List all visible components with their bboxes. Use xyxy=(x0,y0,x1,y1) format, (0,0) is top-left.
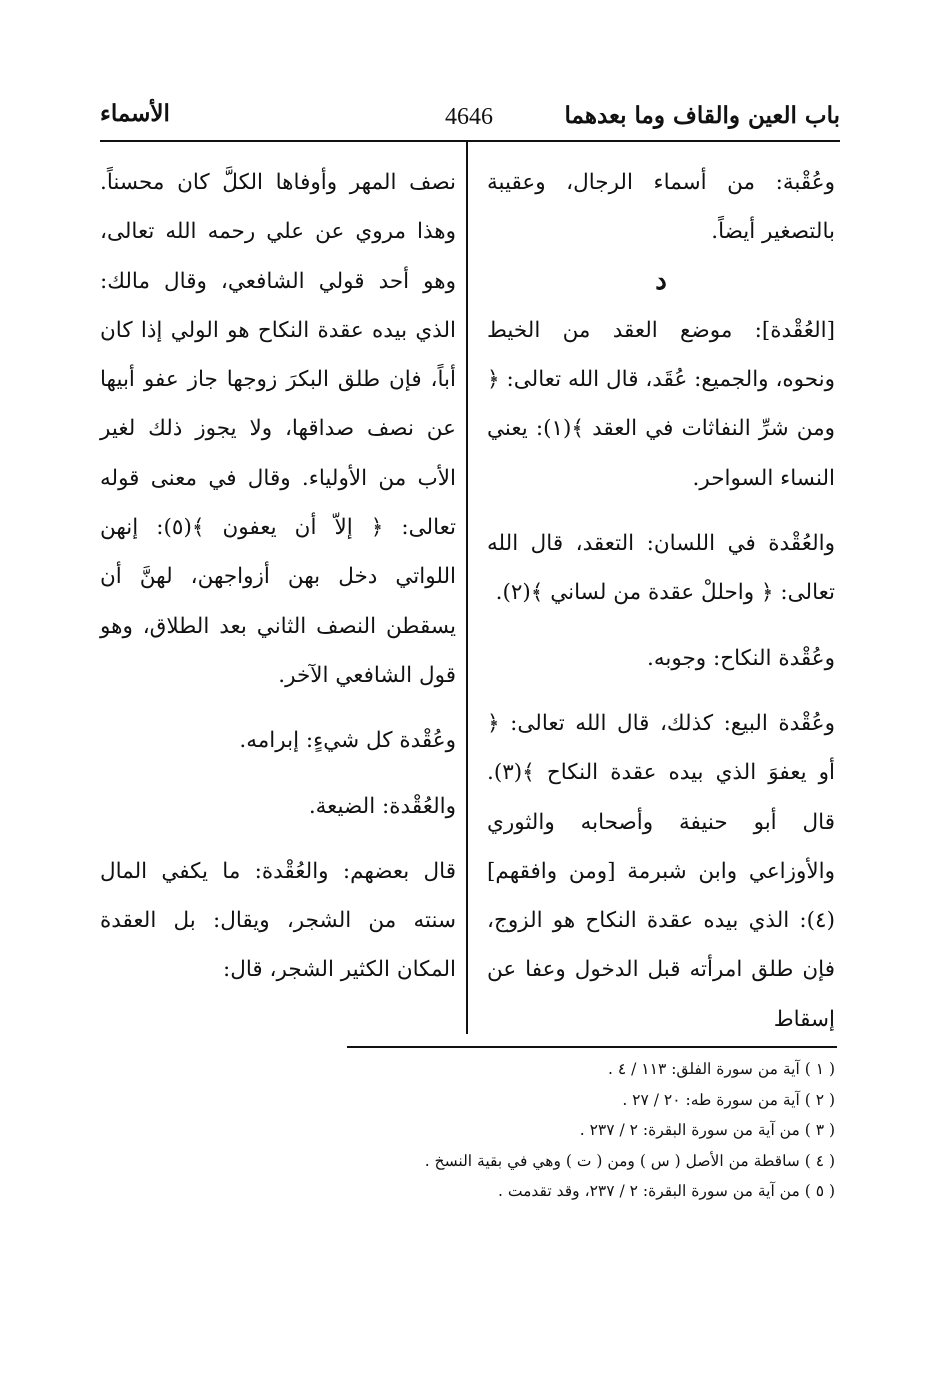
footnote-2: ( ٢ ) آية من سورة طه: ٢٠ / ٢٧ . xyxy=(622,1090,835,1109)
entry-uqda-nikah: وعُقْدة النكاح: وجوبه. xyxy=(647,645,835,671)
page-header xyxy=(100,96,840,140)
page-number: 4646 xyxy=(445,104,493,130)
section-title: الأسماء xyxy=(100,100,170,127)
continuation-paragraph: نصف المهر وأوفاها الكلَّ كان محسناً. وهذا مروي عن علي رحمه الله تعالى، وهو أحد قولي الشافعي، وقال مالك: الذي بيده عقدة النكاح هو الولي إذا كان أباً، فإن طلق البكرَ زوجها جاز عفو أبيها عن نصف صداقها، ولا يجوز ذلك لغير الأب من الأولياء. وقال في معنى قوله تعالى: ﴿ إلاّ أن يعفون ﴾(٥): إنهن اللواتي دخل بهن أزواجهن، لهنَّ أن يسقطن النصف الثاني بعد الطلاق، وهو قول الشافعي الآخر. xyxy=(100,170,456,688)
entry-uqda-ibram: وعُقْدة كل شيءٍ: إبرامه. xyxy=(239,728,456,754)
column-divider xyxy=(466,142,468,1034)
entry-uqda: [العُقْدة]: موضع العقد من الخيط ونحوه، والجميع: عُقَد، قال الله تعالى: ﴿ ومن شرِّ النفاثات في العقد ﴾(١): يعني النساء السواحر. xyxy=(487,317,835,491)
entry-uqda-bay: وعُقْدة البيع: كذلك، قال الله تعالى: ﴿ أو يعفوَ الذي بيده عقدة النكاح ﴾(٣). قال أبو حنيفة وأصحابه والثوري والأوزاعي وابن شبرمة [ومن وافقهم](٤): الذي بيده عقدة النكاح هو الزوج، فإن طلق امرأته قبل الدخول وعفا عن إسقاط xyxy=(487,710,835,1032)
footnote-3: ( ٣ ) من آية من سورة البقرة: ٢ / ٢٣٧ . xyxy=(579,1121,835,1139)
left-column xyxy=(100,158,456,995)
footnote-5: ( ٥ ) من آية من سورة البقرة: ٢ / ٢٣٧، وقد تقدمت . xyxy=(498,1182,835,1200)
header-rule xyxy=(100,140,840,142)
right-column xyxy=(487,158,835,1044)
entry-uqda-estate: والعُقْدة: الضيعة. xyxy=(308,793,456,819)
entry-uqda-trees: قال بعضهم: والعُقْدة: ما يكفي المال سنته من الشجر، ويقال: بل العقدة المكان الكثير الشجر، قال: xyxy=(100,858,456,983)
chapter-title: باب العين والقاف وما بعدهما xyxy=(564,102,840,129)
footnotes xyxy=(105,1054,835,1207)
entry-uqba: وعُقْبة: من أسماء الرجال، وعقيبة بالتصغير أيضاً. xyxy=(487,170,835,245)
section-letter: د xyxy=(655,265,667,296)
footnote-1: ( ١ ) آية من سورة الفلق: ١١٣ / ٤ . xyxy=(608,1060,835,1078)
footnote-rule xyxy=(347,1046,837,1048)
entry-uqda-tongue: والعُقْدة في اللسان: التعقد، قال الله تعالى: ﴿ واحللْ عقدة من لساني ﴾(٢). xyxy=(487,531,835,606)
footnote-4: ( ٤ ) ساقطة من الأصل ( س ) ومن ( ت ) وهي في بقية النسخ . xyxy=(424,1151,835,1170)
